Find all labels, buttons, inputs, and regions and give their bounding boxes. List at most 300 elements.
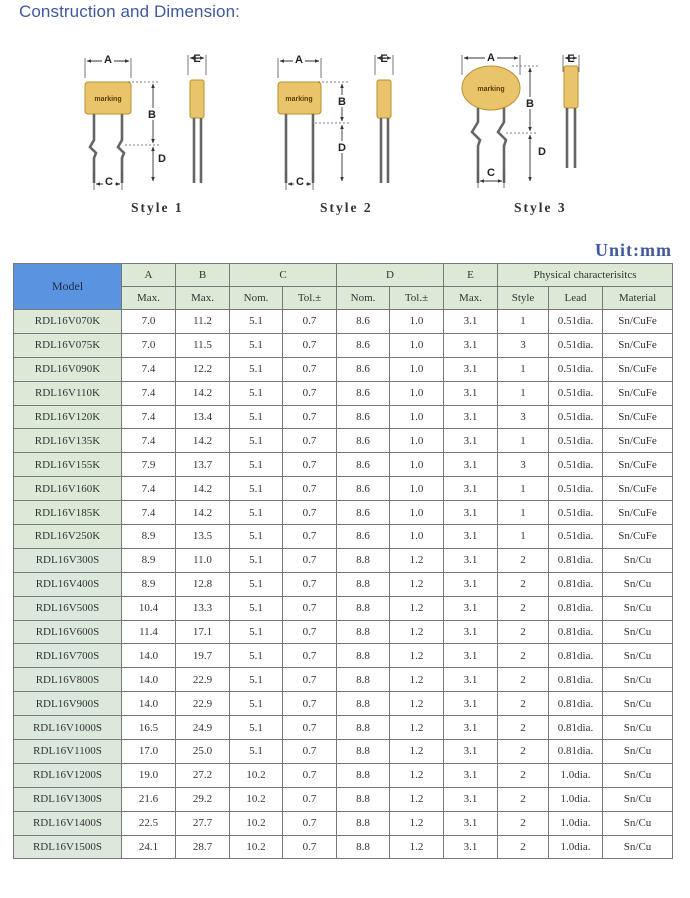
value-cell: 1 — [498, 429, 549, 453]
value-cell: 7.4 — [122, 381, 176, 405]
value-cell: 1.0dia. — [549, 835, 603, 859]
value-cell: 1.2 — [390, 548, 444, 572]
value-cell: 8.6 — [337, 429, 390, 453]
value-cell: 7.4 — [122, 477, 176, 501]
value-cell: Sn/CuFe — [603, 501, 673, 525]
value-cell: 0.51dia. — [549, 405, 603, 429]
value-cell: 5.1 — [230, 310, 283, 334]
value-cell: 8.6 — [337, 525, 390, 549]
dim-a-label-2: A — [295, 54, 303, 66]
value-cell: 12.8 — [176, 572, 230, 596]
style-1-caption: Style 1 — [131, 200, 184, 215]
table-row — [14, 310, 673, 334]
value-cell: 1.0dia. — [549, 763, 603, 787]
value-cell: 14.2 — [176, 381, 230, 405]
value-cell: 5.1 — [230, 668, 283, 692]
value-cell: 11.2 — [176, 310, 230, 334]
value-cell: 3.1 — [444, 787, 498, 811]
dim-e-label: E — [193, 53, 201, 65]
model-cell: RDL16V700S — [14, 644, 122, 668]
value-cell: 8.8 — [337, 716, 390, 740]
value-cell: 0.81dia. — [549, 692, 603, 716]
value-cell: 1.0dia. — [549, 811, 603, 835]
value-cell: 5.1 — [230, 501, 283, 525]
value-cell: 10.2 — [230, 763, 283, 787]
marking-label-2: marking — [285, 96, 313, 103]
value-cell: 5.1 — [230, 381, 283, 405]
value-cell: 8.8 — [337, 740, 390, 764]
value-cell: 27.2 — [176, 763, 230, 787]
value-cell: 5.1 — [230, 740, 283, 764]
value-cell: 10.2 — [230, 811, 283, 835]
marking-label-3: marking — [477, 86, 505, 93]
value-cell: 1.2 — [390, 763, 444, 787]
value-cell: 0.51dia. — [549, 333, 603, 357]
value-cell: 5.1 — [230, 429, 283, 453]
value-cell: Sn/CuFe — [603, 381, 673, 405]
value-cell: 8.9 — [122, 548, 176, 572]
value-cell: 7.4 — [122, 429, 176, 453]
value-cell: 1 — [498, 501, 549, 525]
header-d: D — [337, 264, 444, 287]
value-cell: 0.51dia. — [549, 453, 603, 477]
value-cell: 5.1 — [230, 644, 283, 668]
value-cell: Sn/Cu — [603, 596, 673, 620]
table-row — [14, 477, 673, 501]
table-row — [14, 692, 673, 716]
value-cell: 2 — [498, 620, 549, 644]
value-cell: 5.1 — [230, 357, 283, 381]
value-cell: 13.5 — [176, 525, 230, 549]
value-cell: 22.9 — [176, 668, 230, 692]
model-cell: RDL16V1200S — [14, 763, 122, 787]
value-cell: Sn/CuFe — [603, 357, 673, 381]
value-cell: 5.1 — [230, 525, 283, 549]
value-cell: 14.2 — [176, 501, 230, 525]
table-row — [14, 620, 673, 644]
value-cell: 0.7 — [283, 453, 337, 477]
value-cell: 0.81dia. — [549, 620, 603, 644]
subheader-cell: Material — [603, 287, 673, 310]
value-cell: 0.7 — [283, 716, 337, 740]
value-cell: 1 — [498, 381, 549, 405]
subheader-cell: Max. — [122, 287, 176, 310]
value-cell: 1.2 — [390, 596, 444, 620]
value-cell: 8.6 — [337, 310, 390, 334]
model-cell: RDL16V250K — [14, 525, 122, 549]
value-cell: 7.9 — [122, 453, 176, 477]
value-cell: Sn/CuFe — [603, 310, 673, 334]
value-cell: 1.0 — [390, 429, 444, 453]
value-cell: 8.8 — [337, 668, 390, 692]
value-cell: 3 — [498, 333, 549, 357]
dim-c-label: C — [105, 176, 113, 188]
value-cell: 2 — [498, 835, 549, 859]
model-cell: RDL16V800S — [14, 668, 122, 692]
subheader-cell: Style — [498, 287, 549, 310]
value-cell: 1.2 — [390, 835, 444, 859]
value-cell: 14.0 — [122, 668, 176, 692]
model-cell: RDL16V155K — [14, 453, 122, 477]
value-cell: 3.1 — [444, 740, 498, 764]
model-cell: RDL16V070K — [14, 310, 122, 334]
value-cell: Sn/Cu — [603, 716, 673, 740]
value-cell: 19.0 — [122, 763, 176, 787]
value-cell: 22.5 — [122, 811, 176, 835]
subheader-cell: Max. — [444, 287, 498, 310]
value-cell: 1.2 — [390, 692, 444, 716]
value-cell: 2 — [498, 811, 549, 835]
value-cell: 1.2 — [390, 668, 444, 692]
dim-d-label: D — [158, 153, 166, 165]
value-cell: 0.81dia. — [549, 716, 603, 740]
dim-a-label-3: A — [487, 52, 495, 64]
model-cell: RDL16V090K — [14, 357, 122, 381]
value-cell: 2 — [498, 572, 549, 596]
value-cell: 0.81dia. — [549, 572, 603, 596]
value-cell: 3.1 — [444, 525, 498, 549]
table-row — [14, 596, 673, 620]
value-cell: 3.1 — [444, 477, 498, 501]
value-cell: 8.6 — [337, 477, 390, 501]
value-cell: Sn/Cu — [603, 811, 673, 835]
value-cell: 0.7 — [283, 596, 337, 620]
value-cell: 1.0 — [390, 501, 444, 525]
value-cell: 0.7 — [283, 644, 337, 668]
value-cell: 5.1 — [230, 477, 283, 501]
dim-e-label-2: E — [380, 53, 388, 65]
value-cell: 0.7 — [283, 740, 337, 764]
value-cell: 3.1 — [444, 668, 498, 692]
table-row — [14, 405, 673, 429]
value-cell: Sn/CuFe — [603, 333, 673, 357]
value-cell: 1 — [498, 477, 549, 501]
value-cell: 1.0 — [390, 405, 444, 429]
dim-e-label-3: E — [567, 53, 575, 65]
model-cell: RDL16V160K — [14, 477, 122, 501]
value-cell: 0.51dia. — [549, 357, 603, 381]
value-cell: 3.1 — [444, 310, 498, 334]
varistor-side-body-3 — [564, 66, 578, 108]
value-cell: 5.1 — [230, 596, 283, 620]
value-cell: 8.8 — [337, 835, 390, 859]
value-cell: 2 — [498, 740, 549, 764]
dim-d-label-3: D — [538, 146, 546, 158]
dim-d-label-2: D — [338, 142, 346, 154]
value-cell: 5.1 — [230, 333, 283, 357]
value-cell: 0.7 — [283, 548, 337, 572]
value-cell: 2 — [498, 787, 549, 811]
value-cell: 3.1 — [444, 357, 498, 381]
table-row — [14, 763, 673, 787]
dim-a-label: A — [104, 54, 112, 66]
value-cell: 3.1 — [444, 429, 498, 453]
value-cell: 3.1 — [444, 572, 498, 596]
value-cell: 12.2 — [176, 357, 230, 381]
value-cell: 0.7 — [283, 763, 337, 787]
value-cell: 3.1 — [444, 501, 498, 525]
header-physical: Physical characterisitcs — [498, 264, 673, 287]
value-cell: 3.1 — [444, 333, 498, 357]
subheader-cell: Lead — [549, 287, 603, 310]
value-cell: 0.51dia. — [549, 310, 603, 334]
value-cell: 0.7 — [283, 357, 337, 381]
value-cell: Sn/CuFe — [603, 525, 673, 549]
value-cell: 8.8 — [337, 620, 390, 644]
style-2-drawing — [278, 53, 393, 190]
value-cell: 0.7 — [283, 668, 337, 692]
value-cell: Sn/Cu — [603, 835, 673, 859]
value-cell: 7.4 — [122, 501, 176, 525]
value-cell: 5.1 — [230, 572, 283, 596]
value-cell: 1.0 — [390, 310, 444, 334]
value-cell: 3.1 — [444, 716, 498, 740]
dim-b-label: B — [148, 109, 156, 121]
value-cell: 8.6 — [337, 501, 390, 525]
value-cell: 8.6 — [337, 333, 390, 357]
value-cell: 3.1 — [444, 548, 498, 572]
model-cell: RDL16V1000S — [14, 716, 122, 740]
value-cell: 22.9 — [176, 692, 230, 716]
table-row — [14, 333, 673, 357]
table-row — [14, 811, 673, 835]
style-1-drawing — [85, 53, 206, 190]
value-cell: 2 — [498, 548, 549, 572]
value-cell: 0.51dia. — [549, 477, 603, 501]
value-cell: 0.7 — [283, 310, 337, 334]
value-cell: 0.51dia. — [549, 525, 603, 549]
table-row — [14, 501, 673, 525]
value-cell: 3 — [498, 405, 549, 429]
varistor-side-body-2 — [377, 80, 391, 118]
value-cell: 24.9 — [176, 716, 230, 740]
table-row — [14, 787, 673, 811]
value-cell: Sn/Cu — [603, 692, 673, 716]
value-cell: 21.6 — [122, 787, 176, 811]
value-cell: 3.1 — [444, 596, 498, 620]
value-cell: 11.5 — [176, 333, 230, 357]
value-cell: 0.7 — [283, 620, 337, 644]
value-cell: 10.2 — [230, 835, 283, 859]
value-cell: 3.1 — [444, 692, 498, 716]
value-cell: 0.81dia. — [549, 740, 603, 764]
value-cell: 2 — [498, 763, 549, 787]
header-e: E — [444, 264, 498, 287]
value-cell: 8.9 — [122, 525, 176, 549]
value-cell: 0.7 — [283, 811, 337, 835]
value-cell: 3.1 — [444, 811, 498, 835]
value-cell: 0.7 — [283, 501, 337, 525]
value-cell: 14.2 — [176, 477, 230, 501]
model-cell: RDL16V1300S — [14, 787, 122, 811]
value-cell: 14.0 — [122, 644, 176, 668]
value-cell: 29.2 — [176, 787, 230, 811]
value-cell: 2 — [498, 716, 549, 740]
marking-label: marking — [94, 96, 122, 103]
value-cell: 8.8 — [337, 548, 390, 572]
table-row — [14, 644, 673, 668]
spec-table — [13, 263, 673, 859]
value-cell: 0.7 — [283, 381, 337, 405]
value-cell: 3.1 — [444, 381, 498, 405]
value-cell: Sn/Cu — [603, 763, 673, 787]
value-cell: 0.51dia. — [549, 501, 603, 525]
value-cell: 0.81dia. — [549, 668, 603, 692]
value-cell: 1.0 — [390, 357, 444, 381]
style-2-caption: Style 2 — [320, 200, 373, 215]
value-cell: 1.0 — [390, 381, 444, 405]
value-cell: 13.7 — [176, 453, 230, 477]
value-cell: Sn/CuFe — [603, 453, 673, 477]
table-row — [14, 429, 673, 453]
model-cell: RDL16V110K — [14, 381, 122, 405]
value-cell: 0.7 — [283, 333, 337, 357]
value-cell: 2 — [498, 596, 549, 620]
value-cell: 0.81dia. — [549, 644, 603, 668]
model-cell: RDL16V1400S — [14, 811, 122, 835]
value-cell: 2 — [498, 668, 549, 692]
value-cell: 27.7 — [176, 811, 230, 835]
value-cell: 1.2 — [390, 644, 444, 668]
table-row — [14, 525, 673, 549]
model-cell: RDL16V185K — [14, 501, 122, 525]
value-cell: 5.1 — [230, 716, 283, 740]
model-cell: RDL16V600S — [14, 620, 122, 644]
value-cell: Sn/Cu — [603, 787, 673, 811]
value-cell: 3.1 — [444, 405, 498, 429]
subheader-cell: Tol.± — [390, 287, 444, 310]
value-cell: Sn/Cu — [603, 620, 673, 644]
model-cell: RDL16V900S — [14, 692, 122, 716]
value-cell: 7.4 — [122, 405, 176, 429]
table-row — [14, 453, 673, 477]
value-cell: 0.7 — [283, 477, 337, 501]
value-cell: 17.1 — [176, 620, 230, 644]
value-cell: 1.0 — [390, 477, 444, 501]
value-cell: 11.4 — [122, 620, 176, 644]
value-cell: 2 — [498, 692, 549, 716]
model-cell: RDL16V1100S — [14, 740, 122, 764]
value-cell: Sn/CuFe — [603, 429, 673, 453]
table-body — [14, 310, 673, 859]
value-cell: 3.1 — [444, 763, 498, 787]
value-cell: 7.4 — [122, 357, 176, 381]
value-cell: 25.0 — [176, 740, 230, 764]
value-cell: 8.6 — [337, 453, 390, 477]
style-3-caption: Style 3 — [514, 200, 567, 215]
header-c: C — [230, 264, 337, 287]
value-cell: 0.7 — [283, 572, 337, 596]
value-cell: 16.5 — [122, 716, 176, 740]
value-cell: 1.2 — [390, 620, 444, 644]
section-title: Construction and Dimension: — [19, 2, 240, 21]
value-cell: 8.8 — [337, 572, 390, 596]
value-cell: 1 — [498, 310, 549, 334]
model-cell: RDL16V120K — [14, 405, 122, 429]
value-cell: 5.1 — [230, 620, 283, 644]
model-cell: RDL16V500S — [14, 596, 122, 620]
value-cell: 1.0dia. — [549, 787, 603, 811]
value-cell: 0.7 — [283, 787, 337, 811]
value-cell: 24.1 — [122, 835, 176, 859]
value-cell: Sn/Cu — [603, 668, 673, 692]
value-cell: 19.7 — [176, 644, 230, 668]
header-b: B — [176, 264, 230, 287]
value-cell: 8.8 — [337, 596, 390, 620]
value-cell: 0.7 — [283, 525, 337, 549]
value-cell: 14.2 — [176, 429, 230, 453]
table-row — [14, 716, 673, 740]
subheader-cell: Max. — [176, 287, 230, 310]
model-cell: RDL16V1500S — [14, 835, 122, 859]
table-row — [14, 357, 673, 381]
value-cell: 10.4 — [122, 596, 176, 620]
model-cell: RDL16V300S — [14, 548, 122, 572]
value-cell: 13.3 — [176, 596, 230, 620]
value-cell: 1.2 — [390, 716, 444, 740]
value-cell: 8.8 — [337, 644, 390, 668]
value-cell: 3 — [498, 453, 549, 477]
table-row — [14, 548, 673, 572]
value-cell: 0.81dia. — [549, 596, 603, 620]
dim-c-label-3: C — [487, 167, 495, 179]
subheader-cell: Nom. — [230, 287, 283, 310]
value-cell: 5.1 — [230, 453, 283, 477]
value-cell: 13.4 — [176, 405, 230, 429]
table-row — [14, 835, 673, 859]
dim-b-label-3: B — [526, 98, 534, 110]
varistor-side-body — [190, 80, 204, 118]
value-cell: 1.2 — [390, 811, 444, 835]
value-cell: 0.7 — [283, 429, 337, 453]
model-cell: RDL16V135K — [14, 429, 122, 453]
value-cell: 1.2 — [390, 787, 444, 811]
value-cell: 1 — [498, 525, 549, 549]
value-cell: Sn/Cu — [603, 548, 673, 572]
value-cell: Sn/CuFe — [603, 477, 673, 501]
value-cell: 0.51dia. — [549, 429, 603, 453]
value-cell: 0.7 — [283, 835, 337, 859]
table-row — [14, 740, 673, 764]
value-cell: 0.81dia. — [549, 548, 603, 572]
value-cell: 1.2 — [390, 572, 444, 596]
value-cell: 1.0 — [390, 333, 444, 357]
model-cell: RDL16V400S — [14, 572, 122, 596]
value-cell: 8.9 — [122, 572, 176, 596]
dim-b-label-2: B — [338, 96, 346, 108]
value-cell: 8.8 — [337, 692, 390, 716]
table-row — [14, 668, 673, 692]
value-cell: 10.2 — [230, 787, 283, 811]
value-cell: 8.8 — [337, 763, 390, 787]
value-cell: 2 — [498, 644, 549, 668]
value-cell: 8.8 — [337, 811, 390, 835]
value-cell: 0.7 — [283, 692, 337, 716]
value-cell: 0.7 — [283, 405, 337, 429]
table-row — [14, 381, 673, 405]
unit-label: Unit:mm — [595, 240, 672, 260]
value-cell: 1.2 — [390, 740, 444, 764]
header-model: Model — [14, 264, 122, 310]
value-cell: 5.1 — [230, 405, 283, 429]
value-cell: 8.8 — [337, 787, 390, 811]
subheader-cell: Nom. — [337, 287, 390, 310]
table-row — [14, 572, 673, 596]
model-cell: RDL16V075K — [14, 333, 122, 357]
value-cell: 7.0 — [122, 333, 176, 357]
value-cell: 3.1 — [444, 644, 498, 668]
value-cell: 8.6 — [337, 381, 390, 405]
